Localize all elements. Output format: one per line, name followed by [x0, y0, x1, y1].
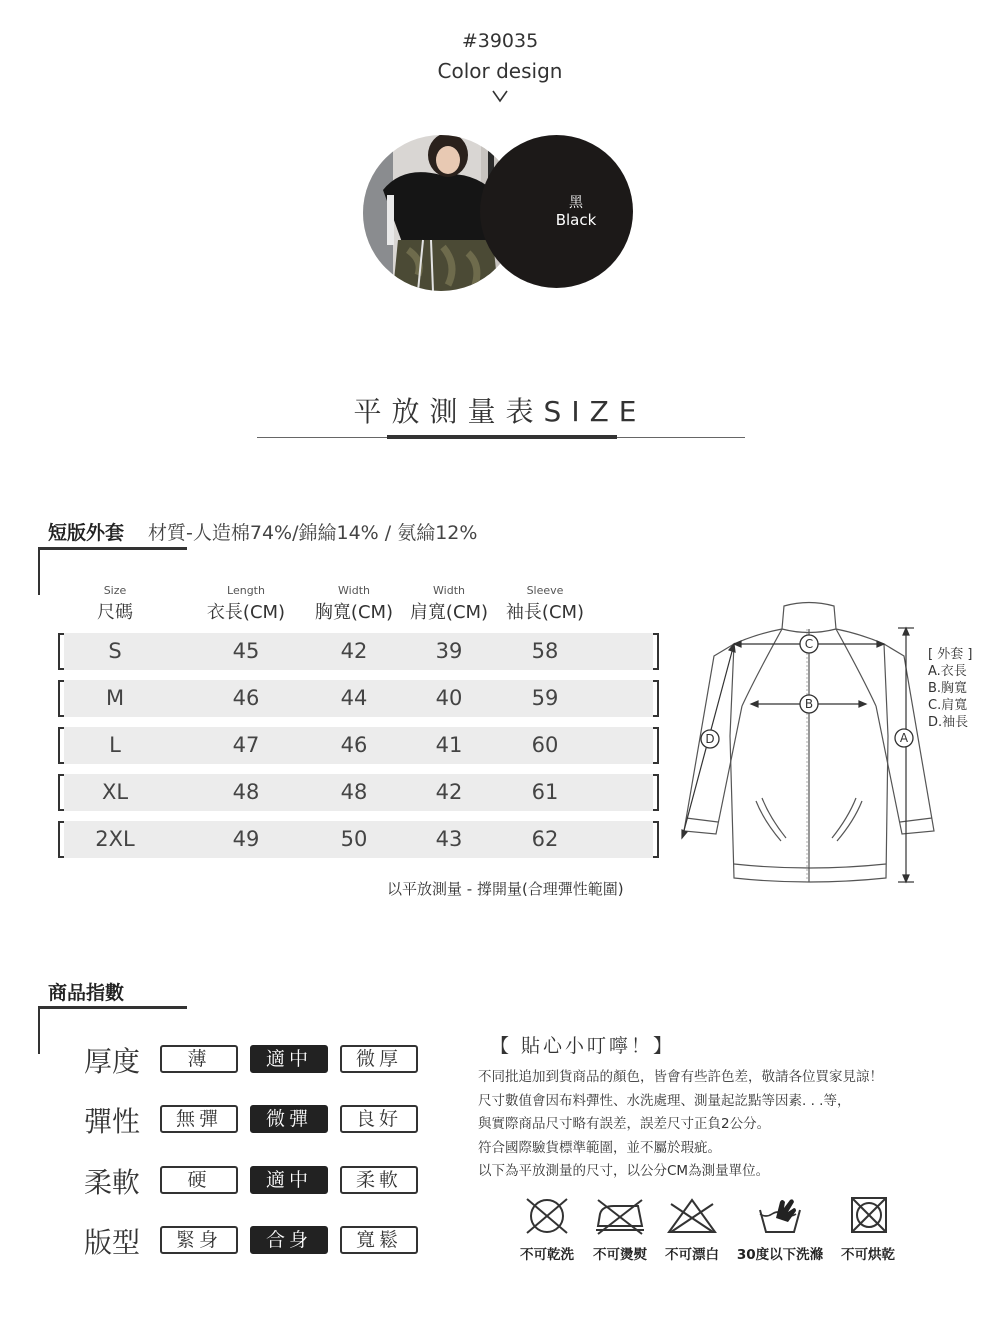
legend-c: C.肩寬 [928, 698, 968, 713]
index-label: 厚度 [84, 1045, 141, 1078]
cell-size: 2XL [95, 827, 135, 851]
cell-sleeve: 61 [531, 780, 559, 804]
index-label: 彈性 [84, 1105, 141, 1138]
option-pill: 寬鬆 [340, 1226, 418, 1254]
cell-size: XL [101, 780, 129, 804]
material-text: 材質-人造棉74%/錦綸14% / 氨綸12% [148, 522, 478, 544]
jacket-measurement-diagram [676, 596, 938, 888]
cell-length: 46 [232, 686, 260, 710]
header-sleeve-zh: 袖長(CM) [505, 602, 585, 623]
care-label: 不可乾洗 [520, 1247, 574, 1263]
no-tumble-dry-icon [850, 1196, 888, 1234]
chevron-down-icon [490, 86, 510, 106]
header-size-en: Size [103, 584, 127, 597]
no-bleach-icon [665, 1196, 719, 1236]
option-pill: 無彈 [160, 1105, 238, 1133]
care-label: 不可烘乾 [841, 1247, 895, 1263]
legend-b: B.胸寬 [928, 681, 968, 696]
measurement-note: 以平放測量 - 撐開量(合理彈性範圍) [387, 880, 624, 898]
marker-c-label: C [804, 637, 814, 651]
cell-chest: 44 [340, 686, 368, 710]
cell-sleeve: 62 [531, 827, 559, 851]
option-pill: 硬 [160, 1166, 238, 1194]
size-chart-title: 平放測量表SIZE [353, 395, 647, 428]
option-pill: 緊身 [160, 1226, 238, 1254]
index-bracket-side [38, 1006, 40, 1054]
cell-sleeve: 59 [531, 686, 559, 710]
cell-length: 47 [232, 733, 260, 757]
legend-d: D.袖長 [928, 715, 969, 730]
marker-a-label: A [899, 731, 909, 745]
index-bracket-top [38, 1006, 187, 1009]
section-bracket-side [38, 547, 40, 595]
cell-size: S [108, 639, 122, 663]
tips-line: 尺寸數值會因布料彈性、水洗處理、測量起訖點等因素. . .等， [478, 1092, 851, 1109]
index-title: 商品指數 [48, 982, 125, 1004]
garment-title: 短版外套 [48, 522, 125, 544]
hand-wash-icon [756, 1196, 804, 1236]
header-length-en: Length [227, 584, 265, 597]
header-chest-en: Width [338, 584, 370, 597]
cell-chest: 48 [340, 780, 368, 804]
title-divider-accent [387, 435, 617, 439]
care-label: 不可燙熨 [593, 1247, 647, 1263]
tips-line: 與實際商品尺寸略有誤差，誤差尺寸正負2公分。 [478, 1116, 771, 1132]
swatch-name-zh: 黑 [569, 195, 583, 211]
cell-size: L [109, 733, 121, 757]
swatch-name-en: Black [555, 211, 597, 229]
index-label: 柔軟 [84, 1166, 141, 1199]
cell-shoulder: 39 [435, 639, 463, 663]
header-sleeve-en: Sleeve [526, 584, 564, 597]
no-dry-clean-icon [524, 1196, 570, 1236]
header-shoulder-en: Width [433, 584, 465, 597]
cell-sleeve: 60 [531, 733, 559, 757]
care-label: 不可漂白 [665, 1247, 719, 1263]
section-bracket-top [38, 547, 187, 550]
legend-heading: [ 外套 ] [928, 647, 973, 662]
option-pill: 柔軟 [340, 1166, 418, 1194]
cell-chest: 42 [340, 639, 368, 663]
cell-chest: 46 [340, 733, 368, 757]
marker-b-label: B [804, 697, 814, 711]
tips-line: 不同批追加到貨商品的顏色，皆會有些許色差，敬請各位買家見諒！ [478, 1069, 883, 1085]
cell-length: 45 [232, 639, 260, 663]
diagram-legend [928, 646, 972, 731]
option-pill: 微厚 [340, 1045, 418, 1073]
tips-line: 符合國際驗貨標準範圍，並不屬於瑕疵。 [478, 1139, 721, 1156]
product-code: #39035 [461, 30, 539, 52]
index-label: 版型 [84, 1226, 141, 1259]
cell-shoulder: 43 [435, 827, 463, 851]
tips-title: 【 貼心小叮嚀！】 [490, 1035, 676, 1057]
option-pill: 良好 [340, 1105, 418, 1133]
legend-a: A.衣長 [928, 664, 967, 679]
cell-chest: 50 [340, 827, 368, 851]
cell-shoulder: 41 [435, 733, 463, 757]
option-pill: 薄 [160, 1045, 238, 1073]
option-pill-selected: 微彈 [250, 1105, 328, 1133]
marker-d-label: D [705, 732, 715, 746]
tips-line: 以下為平放測量的尺寸，以公分CM為測量單位。 [478, 1163, 770, 1179]
tips-text [478, 1066, 883, 1184]
cell-shoulder: 42 [435, 780, 463, 804]
cell-sleeve: 58 [531, 639, 559, 663]
color-design-label: Color design [437, 59, 563, 83]
cell-size: M [105, 686, 125, 710]
no-iron-icon [592, 1196, 648, 1236]
header-shoulder-zh: 肩寬(CM) [409, 602, 489, 623]
cell-length: 48 [232, 780, 260, 804]
cell-shoulder: 40 [435, 686, 463, 710]
header-chest-zh: 胸寬(CM) [314, 602, 394, 623]
option-pill-selected: 適中 [250, 1045, 328, 1073]
header-size-zh: 尺碼 [97, 602, 133, 623]
option-pill-selected: 適中 [250, 1166, 328, 1194]
cell-length: 49 [232, 827, 260, 851]
header-length-zh: 衣長(CM) [206, 602, 286, 623]
care-label: 30度以下洗滌 [736, 1247, 824, 1263]
option-pill-selected: 合身 [250, 1226, 328, 1254]
